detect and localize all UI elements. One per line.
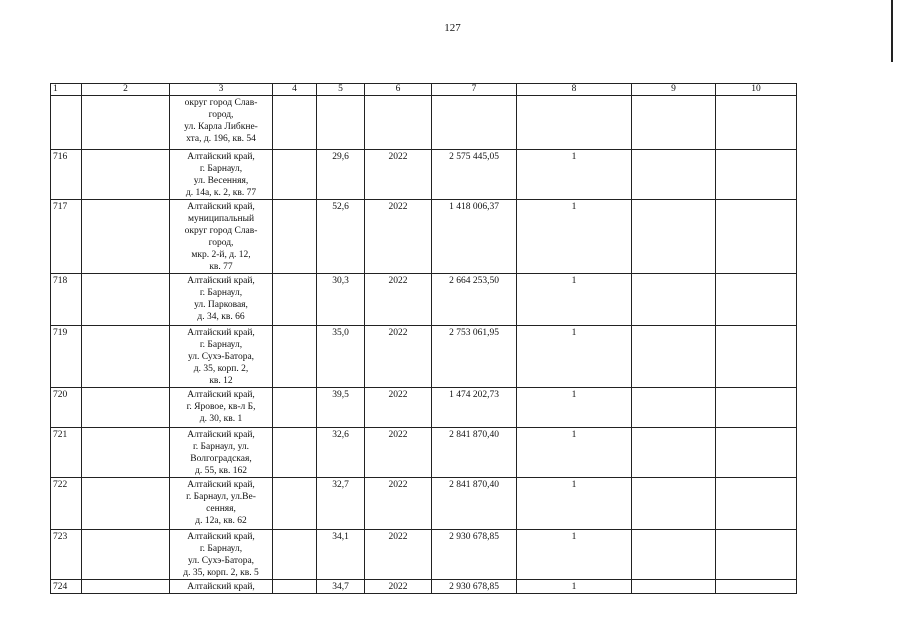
address-cell <box>170 150 273 200</box>
area-cell: 32,6 <box>317 428 365 478</box>
col10-cell <box>716 530 797 580</box>
address-line: Алтайский край, <box>187 480 255 490</box>
area-cell <box>317 96 365 150</box>
address-line: г. Яровое, кв-л Б, <box>186 402 256 412</box>
address-line: г. Барнаул, <box>199 544 243 554</box>
address-line: кв. 12 <box>209 376 233 386</box>
address-line: муниципальный <box>187 214 255 224</box>
year-cell: 2022 <box>365 580 432 594</box>
row-number: 723 <box>51 530 82 580</box>
col9-cell <box>632 200 716 274</box>
year-cell: 2022 <box>365 388 432 428</box>
table-row <box>51 150 797 200</box>
header-cell: 10 <box>716 84 797 96</box>
address-line: г. Барнаул, <box>199 340 243 350</box>
table-row <box>51 326 797 388</box>
table-row <box>51 428 797 478</box>
cost-cell: 2 575 445,05 <box>432 150 517 200</box>
area-cell: 35,0 <box>317 326 365 388</box>
row-number: 721 <box>51 428 82 478</box>
col9-cell <box>632 478 716 530</box>
col10-cell <box>716 326 797 388</box>
year-cell: 2022 <box>365 326 432 388</box>
address-cell <box>170 388 273 428</box>
table-row <box>51 530 797 580</box>
address-cell <box>170 96 273 150</box>
table-row <box>51 200 797 274</box>
col4-cell <box>273 580 317 594</box>
margin-rule <box>891 0 893 62</box>
cost-cell: 2 753 061,95 <box>432 326 517 388</box>
address-line: город, <box>208 110 234 120</box>
address-line: Алтайский край, <box>187 582 255 592</box>
col9-cell <box>632 96 716 150</box>
count-cell <box>517 96 632 150</box>
col4-cell <box>273 96 317 150</box>
count-cell: 1 <box>517 478 632 530</box>
table-row <box>51 388 797 428</box>
col9-cell <box>632 326 716 388</box>
header-cell: 3 <box>170 84 273 96</box>
col9-cell <box>632 388 716 428</box>
col10-cell <box>716 388 797 428</box>
col2-cell <box>82 200 170 274</box>
col9-cell <box>632 150 716 200</box>
col10-cell <box>716 200 797 274</box>
col4-cell <box>273 478 317 530</box>
col4-cell <box>273 200 317 274</box>
year-cell: 2022 <box>365 274 432 326</box>
cost-cell: 1 418 006,37 <box>432 200 517 274</box>
address-line: Алтайский край, <box>187 430 255 440</box>
address-line: ул. Весенняя, <box>193 176 249 186</box>
cost-cell <box>432 96 517 150</box>
count-cell: 1 <box>517 326 632 388</box>
col10-cell <box>716 274 797 326</box>
table-header-row <box>51 84 797 96</box>
address-line: Алтайский край, <box>187 532 255 542</box>
col4-cell <box>273 150 317 200</box>
col2-cell <box>82 388 170 428</box>
area-cell: 29,6 <box>317 150 365 200</box>
address-line: ул. Сухэ-Батора, <box>187 556 255 566</box>
col4-cell <box>273 530 317 580</box>
address-cell <box>170 428 273 478</box>
cost-cell: 2 664 253,50 <box>432 274 517 326</box>
address-line: хта, д. 196, кв. 54 <box>186 134 256 144</box>
col9-cell <box>632 274 716 326</box>
col10-cell <box>716 96 797 150</box>
address-line: д. 30, кв. 1 <box>199 414 243 424</box>
count-cell: 1 <box>517 580 632 594</box>
page-number: 127 <box>444 22 461 34</box>
address-line: д. 55, кв. 162 <box>195 466 247 476</box>
header-cell: 6 <box>365 84 432 96</box>
address-line: Алтайский край, <box>187 152 255 162</box>
year-cell: 2022 <box>365 150 432 200</box>
col9-cell <box>632 580 716 594</box>
header-cell: 4 <box>273 84 317 96</box>
area-cell: 32,7 <box>317 478 365 530</box>
year-cell: 2022 <box>365 428 432 478</box>
row-number: 720 <box>51 388 82 428</box>
area-cell: 39,5 <box>317 388 365 428</box>
col2-cell <box>82 530 170 580</box>
address-line: сенняя, <box>206 504 236 514</box>
address-cell <box>170 478 273 530</box>
row-number: 722 <box>51 478 82 530</box>
address-line: город, <box>208 238 234 248</box>
col4-cell <box>273 326 317 388</box>
table-row <box>51 96 797 150</box>
table-row <box>51 580 797 594</box>
cost-cell: 2 841 870,40 <box>432 478 517 530</box>
col2-cell <box>82 326 170 388</box>
header-cell: 7 <box>432 84 517 96</box>
cost-cell: 2 841 870,40 <box>432 428 517 478</box>
address-line: Алтайский край, <box>187 202 255 212</box>
address-line: д. 35, корп. 2, кв. 5 <box>183 568 259 578</box>
col4-cell <box>273 274 317 326</box>
address-line: г. Барнаул, <box>199 288 243 298</box>
count-cell: 1 <box>517 274 632 326</box>
address-cell <box>170 530 273 580</box>
address-line: д. 12а, кв. 62 <box>195 516 247 526</box>
col4-cell <box>273 388 317 428</box>
year-cell <box>365 96 432 150</box>
address-line: г. Барнаул, ул.Ве- <box>186 492 256 502</box>
address-cell <box>170 274 273 326</box>
address-line: округ город Слав- <box>184 98 258 108</box>
header-cell: 5 <box>317 84 365 96</box>
col10-cell <box>716 478 797 530</box>
address-line: мкр. 2-й, д. 12, <box>191 250 251 260</box>
cost-cell: 1 474 202,73 <box>432 388 517 428</box>
table-row <box>51 478 797 530</box>
address-cell <box>170 326 273 388</box>
row-number: 717 <box>51 200 82 274</box>
property-table <box>50 83 797 594</box>
col2-cell <box>82 478 170 530</box>
count-cell: 1 <box>517 150 632 200</box>
row-number: 718 <box>51 274 82 326</box>
count-cell: 1 <box>517 530 632 580</box>
area-cell: 34,7 <box>317 580 365 594</box>
year-cell: 2022 <box>365 200 432 274</box>
address-line: г. Барнаул, <box>199 164 243 174</box>
row-number: 716 <box>51 150 82 200</box>
address-line: ул. Парковая, <box>194 300 248 310</box>
address-line: округ город Слав- <box>184 226 258 236</box>
header-cell: 2 <box>82 84 170 96</box>
cost-cell: 2 930 678,85 <box>432 580 517 594</box>
year-cell: 2022 <box>365 530 432 580</box>
col10-cell <box>716 580 797 594</box>
address-line: Алтайский край, <box>187 328 255 338</box>
address-line: ул. Сухэ-Батора, <box>187 352 255 362</box>
col2-cell <box>82 428 170 478</box>
col9-cell <box>632 530 716 580</box>
col9-cell <box>632 428 716 478</box>
row-number: 719 <box>51 326 82 388</box>
area-cell: 52,6 <box>317 200 365 274</box>
row-number: 724 <box>51 580 82 594</box>
col2-cell <box>82 96 170 150</box>
header-cell: 8 <box>517 84 632 96</box>
address-line: ул. Карла Либкне- <box>184 122 258 132</box>
header-cell: 9 <box>632 84 716 96</box>
col10-cell <box>716 150 797 200</box>
address-line: кв. 77 <box>209 262 233 272</box>
address-cell <box>170 580 273 594</box>
col10-cell <box>716 428 797 478</box>
address-line: д. 14а, к. 2, кв. 77 <box>185 188 257 198</box>
year-cell: 2022 <box>365 478 432 530</box>
area-cell: 34,1 <box>317 530 365 580</box>
table-body <box>51 84 797 594</box>
header-cell: 1 <box>51 84 82 96</box>
address-line: г. Барнаул, ул. <box>192 442 250 452</box>
row-number <box>51 96 82 150</box>
col2-cell <box>82 580 170 594</box>
count-cell: 1 <box>517 428 632 478</box>
count-cell: 1 <box>517 200 632 274</box>
area-cell: 30,3 <box>317 274 365 326</box>
col4-cell <box>273 428 317 478</box>
count-cell: 1 <box>517 388 632 428</box>
address-line: д. 35, корп. 2, <box>193 364 249 374</box>
cost-cell: 2 930 678,85 <box>432 530 517 580</box>
address-line: Волгоградская, <box>190 454 252 464</box>
col2-cell <box>82 150 170 200</box>
address-line: Алтайский край, <box>187 276 255 286</box>
col2-cell <box>82 274 170 326</box>
address-line: д. 34, кв. 66 <box>197 312 245 322</box>
table-row <box>51 274 797 326</box>
address-cell <box>170 200 273 274</box>
address-line: Алтайский край, <box>187 390 255 400</box>
